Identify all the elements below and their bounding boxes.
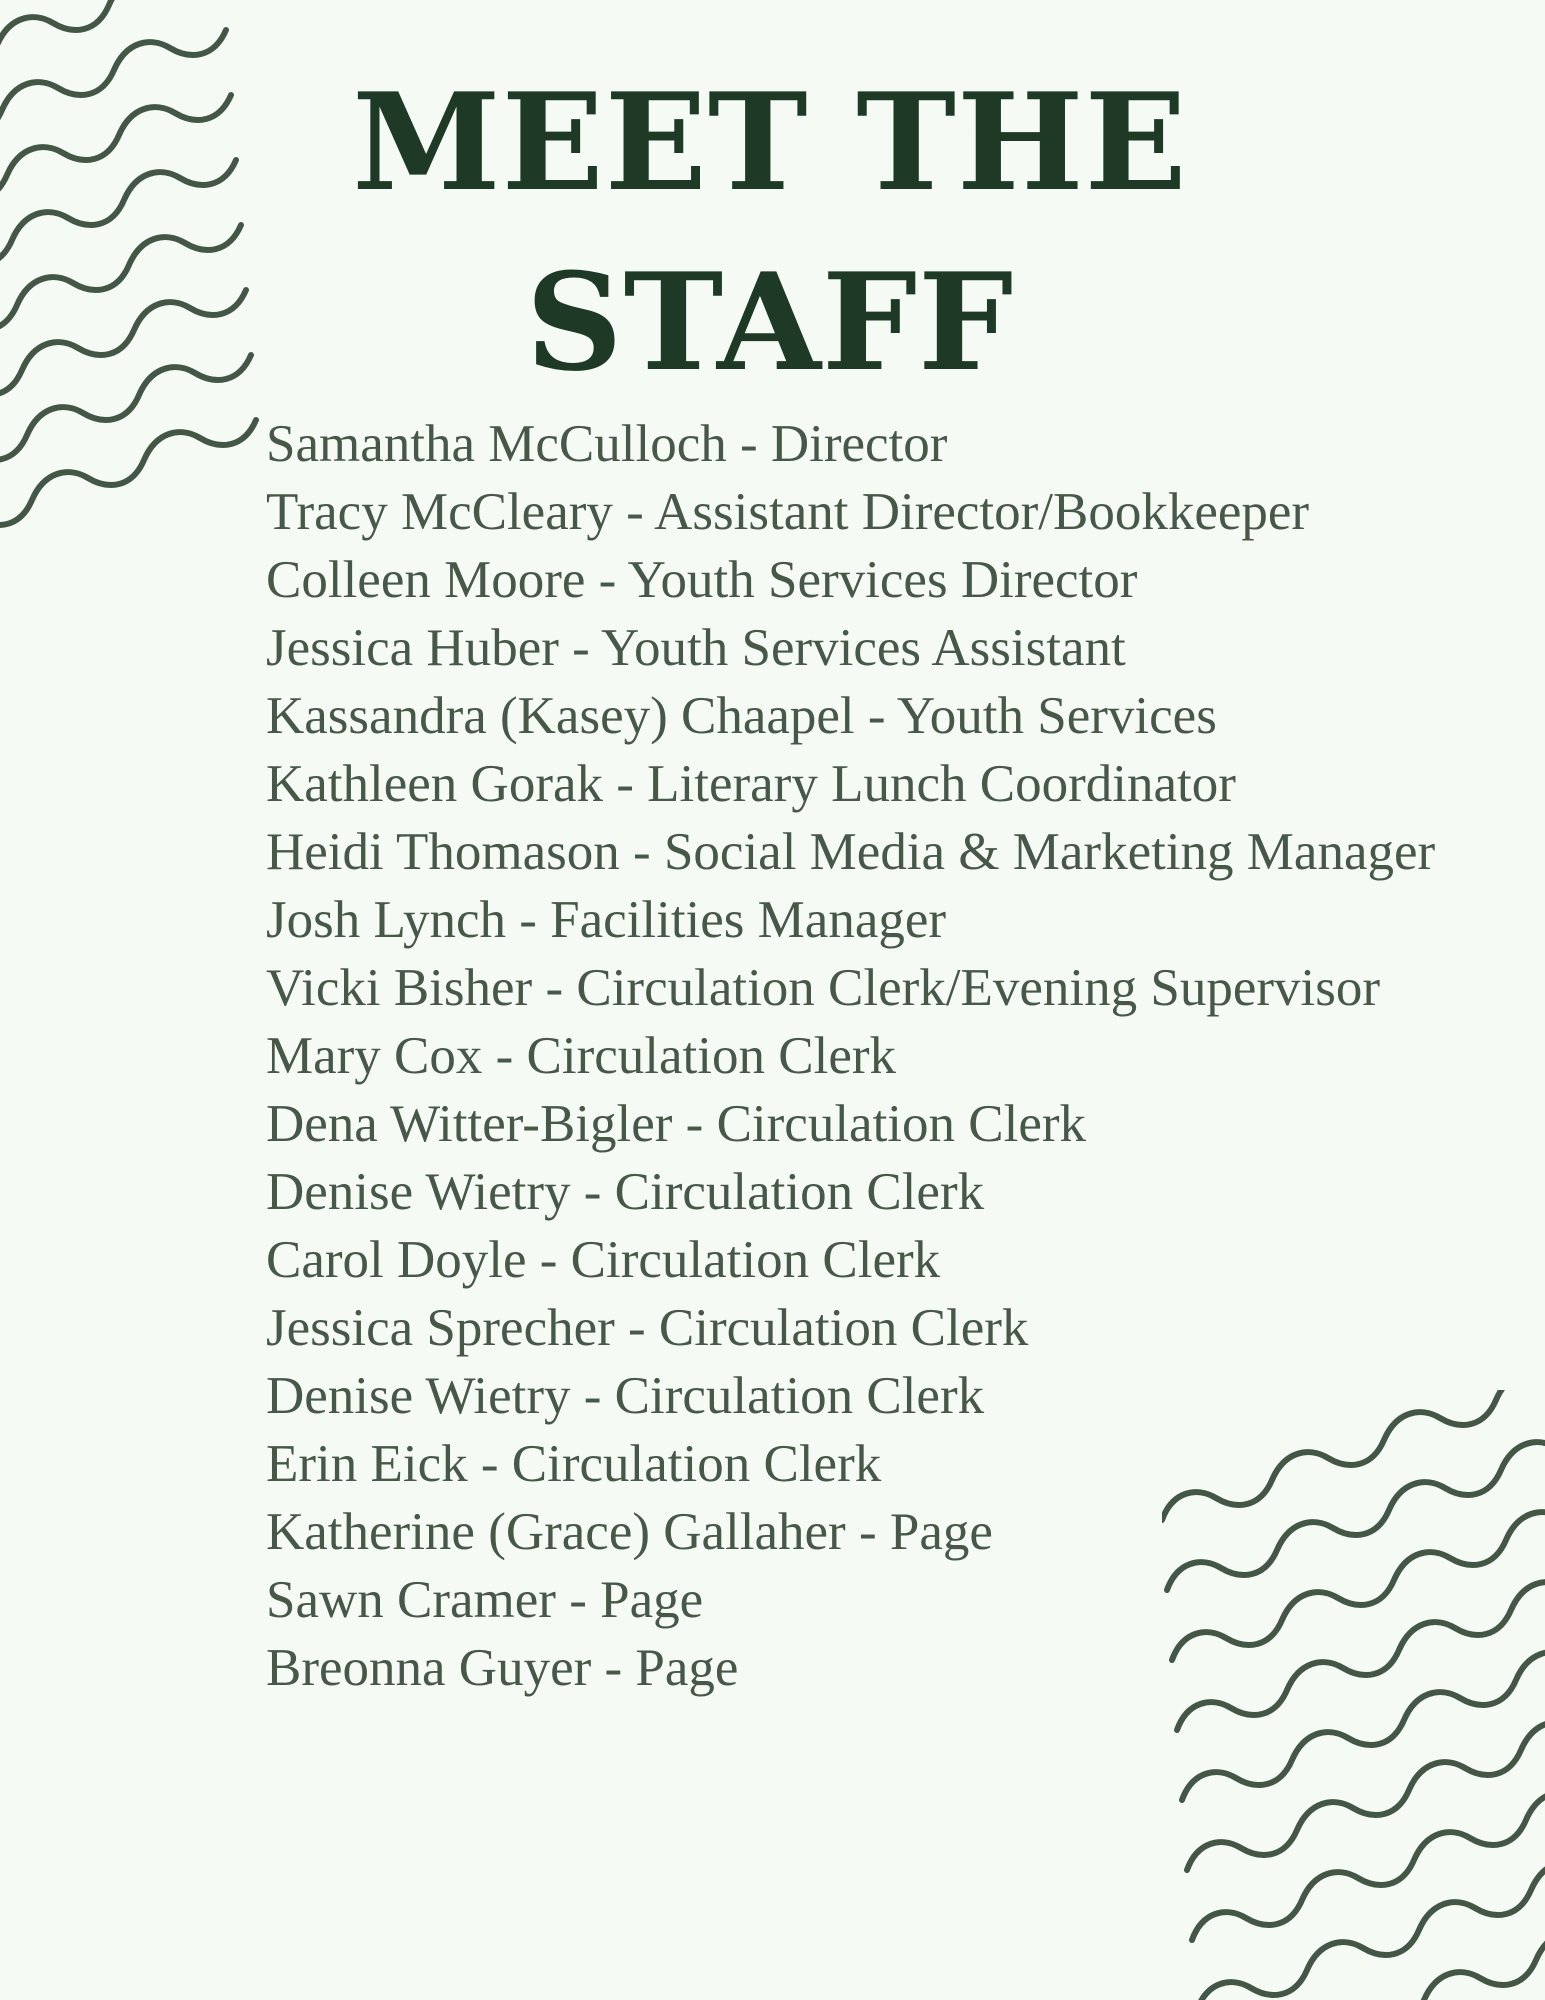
- staff-item: Colleen Moore - Youth Services Director: [266, 551, 1138, 609]
- page-title: [300, 52, 1240, 412]
- wave-lines: [0, 0, 256, 560]
- staff-item: Heidi Thomason - Social Media & Marketing Manager: [266, 823, 1436, 881]
- staff-item: Sawn Cramer - Page: [266, 1571, 704, 1629]
- staff-item: Kathleen Gorak - Literary Lunch Coordinator: [266, 755, 1236, 813]
- staff-item: Jessica Huber - Youth Services Assistant: [266, 619, 1126, 677]
- staff-item: Samantha McCulloch - Director: [266, 415, 948, 473]
- staff-item: Denise Wietry - Circulation Clerk: [266, 1367, 985, 1425]
- title-line-2: STAFF: [525, 243, 1015, 401]
- staff-item: Kassandra (Kasey) Chaapel - Youth Services: [266, 687, 1217, 745]
- staff-item: Mary Cox - Circulation Clerk: [266, 1027, 896, 1085]
- staff-item: Dena Witter-Bigler - Circulation Clerk: [266, 1095, 1087, 1153]
- staff-item: Katherine (Grace) Gallaher - Page: [266, 1503, 993, 1561]
- staff-list: [266, 410, 1536, 1702]
- staff-item: Jessica Sprecher - Circulation Clerk: [266, 1299, 1029, 1357]
- staff-item: Carol Doyle - Circulation Clerk: [266, 1231, 941, 1289]
- staff-item: Erin Eick - Circulation Clerk: [266, 1435, 882, 1493]
- staff-item: Tracy McCleary - Assistant Director/Bookkeeper: [266, 483, 1310, 541]
- staff-item: Vicki Bisher - Circulation Clerk/Evening Supervisor: [266, 959, 1381, 1017]
- staff-item: Breonna Guyer - Page: [266, 1639, 739, 1697]
- staff-item: Denise Wietry - Circulation Clerk: [266, 1163, 985, 1221]
- title-line-1: MEET THE: [352, 63, 1188, 221]
- staff-item: Josh Lynch - Facilities Manager: [266, 891, 947, 949]
